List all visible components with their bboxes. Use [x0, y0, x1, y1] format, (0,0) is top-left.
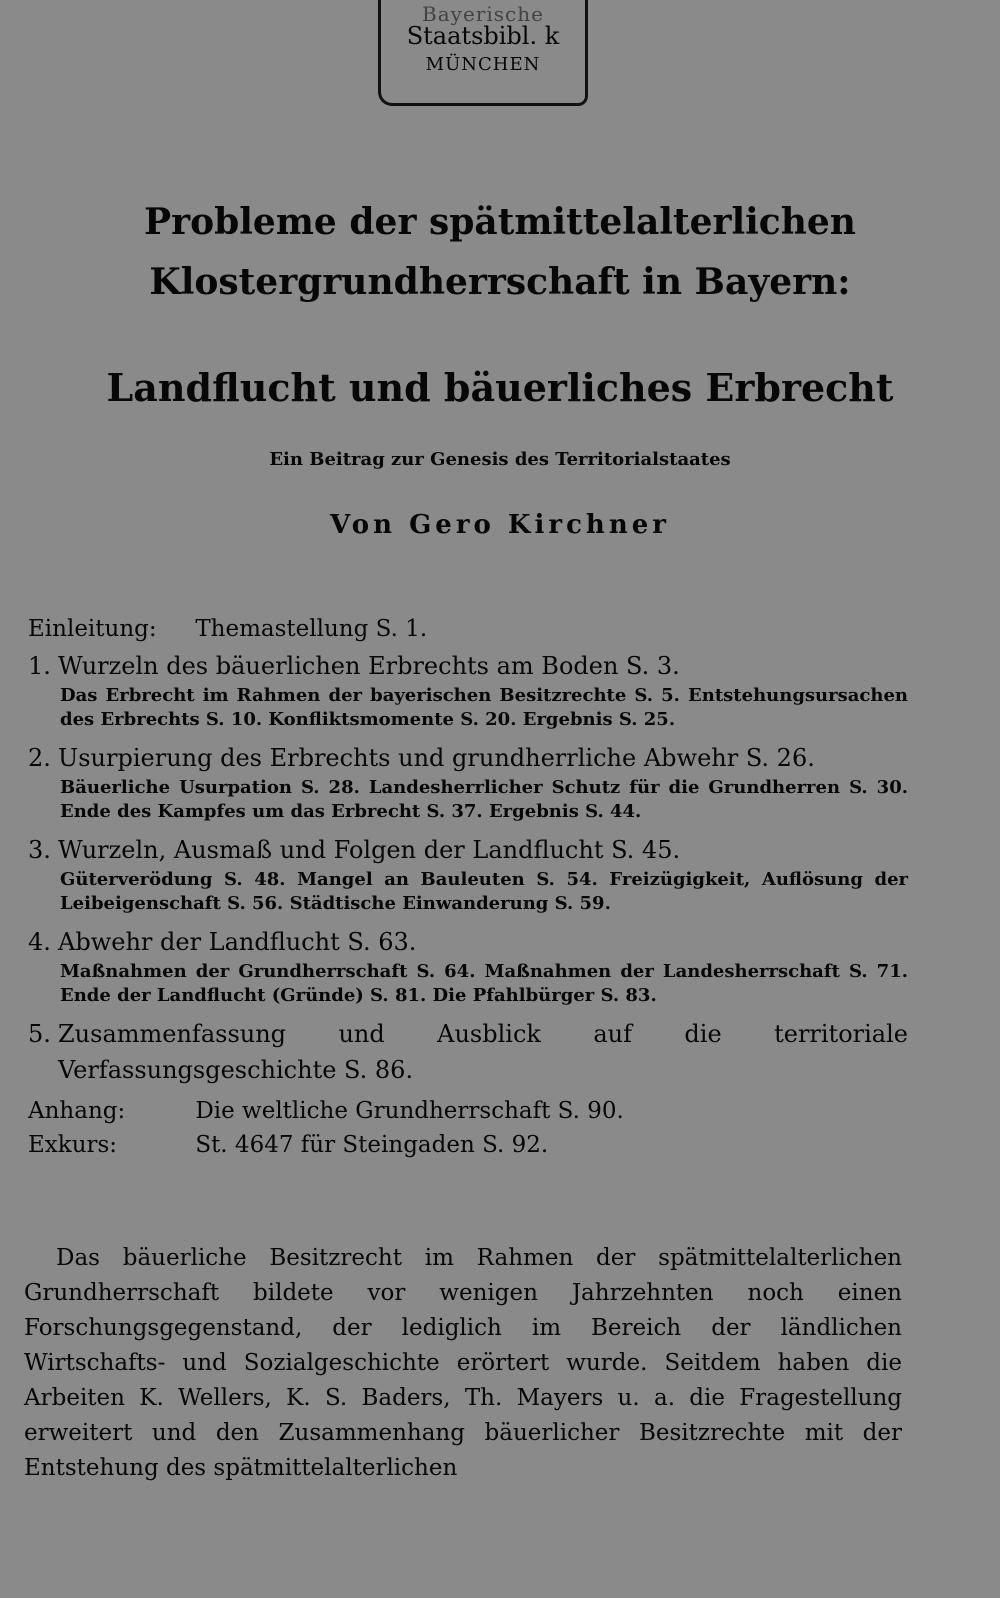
chapter-subsections: Maßnahmen der Grundherrschaft S. 64. Maßnahmen der Landesherrschaft S. 71. Ende der Landflucht (Gründe) S. 81. Die Pfahlbürger S. 83. — [60, 961, 908, 1006]
body-paragraph: Das bäuerliche Besitzrecht im Rahmen der spätmittelalterlichen Grundherrschaft bildete vor wenigen Jahrzehnten noch einen Forschungsgegenstand, der lediglich im Bereich der ländlichen Wirtschafts- und Sozialgeschichte erörtert wurde. Seitdem haben die Arbeiten K. Wellers, K. S. Baders, Th. Mayers u. a. die Fragestellung erweitert und den Zusammenhang bäuerlicher Besitzrechte mit der Entstehung des spätmittelalterlichen — [24, 1245, 902, 1481]
chapter-number: 2. — [28, 744, 51, 772]
toc-appendix-text: Die weltliche Grundherrschaft S. 90. — [195, 1098, 624, 1124]
toc-chapter-2 — [28, 740, 908, 824]
toc-excursus-label: Exkurs: — [28, 1132, 118, 1158]
stamp-line-3: MÜNCHEN — [425, 54, 541, 75]
chapter-subsections: Bäuerliche Usurpation S. 28. Landesherrlicher Schutz für die Grundherren S. 30. Ende des Kampfes um das Erbrecht S. 37. Ergebnis S. 44. — [60, 777, 908, 822]
chapter-title: Zusammenfassung und Ausblick auf die territoriale Verfassungsgeschichte S. 86. — [58, 1020, 908, 1084]
chapter-heading — [28, 740, 908, 776]
main-title: Landflucht und bäuerliches Erbrecht — [106, 365, 894, 410]
chapter-heading — [28, 648, 908, 684]
toc-excursus — [28, 1128, 908, 1162]
toc-intro-text: Themastellung S. 1. — [195, 616, 428, 642]
toc-chapter-5 — [28, 1016, 908, 1088]
chapter-subsections: Das Erbrecht im Rahmen der bayerischen Besitzrechte S. 5. Entstehungsursachen des Erbrechts S. 10. Konfliktsmomente S. 20. Ergebnis S. 25. — [60, 685, 908, 730]
toc-intro-label: Einleitung: — [28, 616, 157, 642]
chapter-title: Usurpierung des Erbrechts und grundherrliche Abwehr S. 26. — [58, 744, 815, 772]
chapter-number: 4. — [28, 928, 51, 956]
library-stamp — [378, 0, 588, 106]
toc-excursus-text: St. 4647 für Steingaden S. 92. — [195, 1132, 549, 1158]
subtitle: Ein Beitrag zur Genesis des Territorialstaates — [269, 449, 731, 470]
chapter-title: Wurzeln, Ausmaß und Folgen der Landflucht S. 45. — [58, 836, 681, 864]
chapter-number: 1. — [28, 652, 51, 680]
toc-chapter-1 — [28, 648, 908, 732]
toc-appendix — [28, 1094, 908, 1128]
chapter-number: 3. — [28, 836, 51, 864]
toc-chapter-3 — [28, 832, 908, 916]
series-title-line-1: Probleme der spätmittelalterlichen — [144, 201, 856, 243]
author-line: Von Gero Kirchner — [330, 510, 670, 540]
chapter-heading — [28, 1016, 908, 1088]
chapter-heading — [28, 924, 908, 960]
chapter-subsections: Güterverödung S. 48. Mangel an Bauleuten S. 54. Freizügigkeit, Auflösung der Leibeigenschaft S. 56. Städtische Einwanderung S. 59. — [60, 869, 908, 914]
series-title-line-2: Klostergrundherrschaft in Bayern: — [149, 261, 851, 303]
stamp-line-1: Bayerische — [422, 2, 544, 26]
chapter-number: 5. — [28, 1020, 51, 1048]
toc-appendix-label: Anhang: — [28, 1098, 126, 1124]
table-of-contents — [28, 612, 908, 1162]
toc-chapter-4 — [28, 924, 908, 1008]
chapter-heading — [28, 832, 908, 868]
chapter-title: Wurzeln des bäuerlichen Erbrechts am Boden S. 3. — [58, 652, 680, 680]
toc-intro — [28, 612, 908, 646]
chapter-title: Abwehr der Landflucht S. 63. — [58, 928, 417, 956]
stamp-line-2: Staatsbibl. k — [406, 22, 560, 50]
